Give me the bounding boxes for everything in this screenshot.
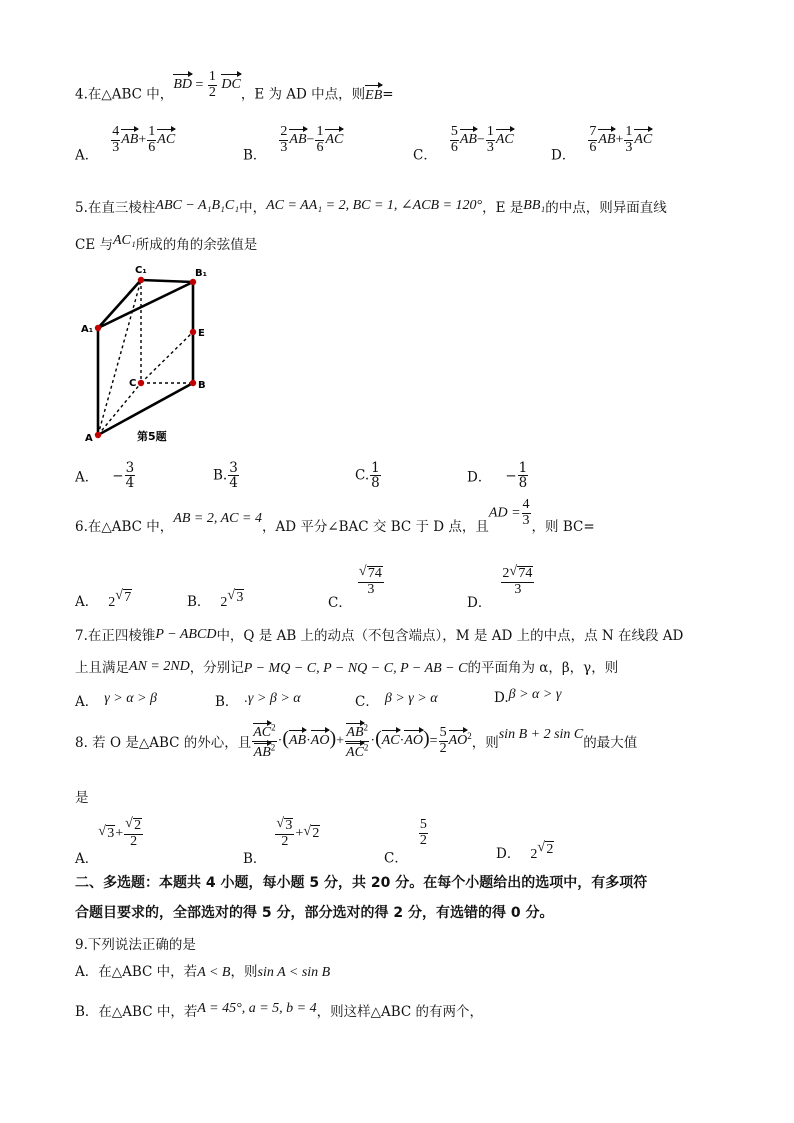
option-label: A． bbox=[75, 694, 99, 710]
math-bb1: BB₁ bbox=[523, 198, 546, 213]
q6-option-c bbox=[328, 566, 385, 611]
q9-option-a bbox=[75, 960, 330, 981]
option-label: A． bbox=[75, 594, 99, 610]
option-label: A． bbox=[75, 469, 99, 486]
label-b: B bbox=[198, 380, 206, 391]
q4-option-d bbox=[551, 124, 653, 164]
frac-num: 7 bbox=[589, 124, 597, 139]
figure-caption: 第5题 bbox=[137, 430, 167, 443]
frac-num: 5 bbox=[439, 725, 447, 740]
frac-num: 2 bbox=[280, 124, 288, 139]
vec-ac: AC bbox=[496, 128, 514, 148]
equals: = bbox=[429, 733, 438, 749]
q8-option-a bbox=[75, 818, 144, 867]
radicand: 3 bbox=[107, 825, 115, 841]
text: 的最大值 bbox=[583, 735, 638, 752]
math-angles: P − MQ − C, P − NQ − C, P − AB − C bbox=[243, 661, 468, 676]
text: 中，Q 是 AB 上的动点（不包含端点），M 是 AD 上的中点，点 N 在线段 AD bbox=[216, 628, 684, 644]
math-cond: A = 45°, a = 5, b = 4 bbox=[197, 1001, 317, 1016]
option-label: B. bbox=[213, 467, 228, 484]
frac-den: 6 bbox=[316, 139, 324, 155]
q5-line2 bbox=[75, 233, 257, 254]
math-result: sin A < sin B bbox=[257, 965, 331, 980]
q4-option-b bbox=[243, 124, 344, 164]
operator: + bbox=[115, 825, 124, 841]
frac-den: 3 bbox=[514, 581, 522, 597]
q6-option-b bbox=[187, 590, 244, 611]
option-expr: β > γ > α bbox=[384, 691, 438, 706]
math-pyramid: P − ABCD bbox=[155, 627, 217, 642]
vertex-c bbox=[138, 380, 144, 386]
operator: − bbox=[476, 132, 485, 148]
frac-den: 6 bbox=[450, 139, 458, 155]
frac-num: 3 bbox=[229, 460, 238, 476]
operator: + bbox=[138, 132, 147, 148]
math-ad: AD = bbox=[488, 505, 521, 521]
coef: 2 bbox=[530, 847, 538, 862]
frac-den: 8 bbox=[518, 475, 528, 492]
q6-option-d bbox=[467, 566, 535, 611]
coef: 2 bbox=[108, 595, 116, 610]
edge-c1b1 bbox=[141, 280, 193, 282]
option-label: D. bbox=[494, 690, 509, 706]
option-label: B． bbox=[243, 851, 267, 868]
math-ac1: AC₁ bbox=[112, 233, 136, 248]
text: ，则 bbox=[230, 964, 258, 980]
q7-option-d bbox=[494, 687, 562, 707]
edge-a1c1 bbox=[98, 280, 141, 328]
edge-ce bbox=[141, 332, 193, 383]
vec-ab: AB bbox=[598, 128, 615, 148]
text: A．在△ABC 中，若 bbox=[75, 964, 198, 980]
text: 7.在正四棱锥 bbox=[75, 628, 156, 644]
vec-ab: AB bbox=[289, 729, 306, 749]
vec-ab: AB bbox=[121, 128, 138, 148]
frac-den: 2 bbox=[419, 832, 427, 848]
text: ，分别记 bbox=[189, 660, 244, 676]
operator: + bbox=[615, 132, 624, 148]
radicand: 74 bbox=[367, 566, 382, 581]
radicand: 3 bbox=[236, 590, 244, 605]
frac-den: 4 bbox=[125, 475, 135, 492]
edge-a1b1 bbox=[98, 282, 193, 328]
math-prism: ABC − A₁B₁C₁ bbox=[155, 198, 240, 213]
q8-stem-tail bbox=[75, 786, 89, 806]
q7-option-a bbox=[75, 690, 157, 711]
option-label: D． bbox=[551, 147, 576, 164]
label-a1: A₁ bbox=[81, 324, 94, 335]
math-expr: sin B + 2 sin C bbox=[498, 727, 584, 743]
radicand: 2 bbox=[546, 842, 554, 857]
square: 2 bbox=[467, 730, 472, 741]
sign: − bbox=[505, 467, 517, 484]
frac-den: 6 bbox=[148, 139, 156, 155]
vec-ab: AB bbox=[254, 742, 271, 761]
q4-prefix: 4.在△ABC 中， bbox=[75, 86, 174, 103]
math-cond: A < B bbox=[197, 965, 231, 980]
vec-ao: AO bbox=[311, 729, 330, 749]
frac-den: 3 bbox=[112, 139, 120, 155]
dot: · bbox=[399, 733, 405, 749]
option-label: B． bbox=[243, 147, 267, 164]
text: 6.在△ABC 中， bbox=[75, 519, 174, 536]
frac-den: 2 bbox=[281, 833, 289, 849]
label-a: A bbox=[85, 433, 93, 444]
text: 的中点，则异面直线 bbox=[545, 200, 667, 216]
q7-option-c bbox=[355, 690, 438, 711]
radicand: 2 bbox=[312, 825, 320, 841]
q6-stem bbox=[75, 497, 595, 540]
option-label: A． bbox=[75, 851, 99, 868]
vec-ab: AB bbox=[346, 722, 363, 741]
text: B．在△ABC 中，若 bbox=[75, 1004, 198, 1020]
vec-ac: AC bbox=[325, 128, 343, 148]
vec-ac: AC bbox=[253, 722, 271, 741]
plus: + bbox=[336, 733, 345, 749]
vertex-a1 bbox=[95, 325, 101, 331]
label-e: E bbox=[198, 328, 205, 339]
vec-ab: AB bbox=[460, 128, 477, 148]
q5-line1 bbox=[75, 196, 667, 217]
option-expr: β > α > γ bbox=[508, 687, 562, 702]
text: 5.在直三棱柱 bbox=[75, 200, 156, 216]
frac-den: 3 bbox=[367, 581, 375, 597]
option-label: A． bbox=[75, 147, 99, 164]
q9-stem: 9.下列说法正确的是 bbox=[75, 937, 196, 953]
frac-num: 1 bbox=[316, 124, 324, 139]
q4-cond-num: 1 bbox=[208, 69, 216, 84]
coef: 2 bbox=[220, 595, 228, 610]
square: 2 bbox=[271, 722, 276, 733]
text: 8. 若 O 是△ABC 的外心，且 bbox=[75, 735, 252, 752]
option-label: D． bbox=[467, 595, 492, 612]
q4-option-a bbox=[75, 124, 176, 164]
frac-num: 3 bbox=[125, 460, 135, 476]
option-label: C. bbox=[355, 467, 370, 484]
square: 2 bbox=[363, 722, 369, 733]
math-given: AC = AA₁ = 2, BC = 1, ∠ACB = 120° bbox=[266, 198, 483, 213]
label-c: C bbox=[129, 378, 137, 389]
text: ，则这样△ABC 的有两个， bbox=[316, 1004, 484, 1020]
frac-num: 1 bbox=[148, 124, 156, 139]
option-label: D． bbox=[496, 846, 521, 862]
q4-cond-den: 2 bbox=[208, 84, 216, 100]
frac-num: 1 bbox=[371, 460, 380, 476]
dot: · bbox=[277, 733, 283, 749]
q7-line2 bbox=[75, 656, 618, 677]
math-given: AB = 2, AC = 4 bbox=[173, 511, 262, 527]
square: 2 bbox=[363, 742, 369, 753]
q4-mid: ，E 为 AD 中点，则 bbox=[240, 86, 366, 103]
vertex-a bbox=[95, 432, 101, 438]
vertex-b1 bbox=[190, 279, 196, 285]
q4-vec-dc: DC bbox=[221, 73, 240, 93]
option-label: C． bbox=[413, 147, 437, 164]
option-expr: .γ > β > α bbox=[244, 691, 301, 706]
vec-ao: AO bbox=[404, 729, 423, 749]
q5-option-d bbox=[467, 461, 529, 490]
text: 所成的角的余弦值是 bbox=[135, 237, 258, 253]
q7-line1 bbox=[75, 624, 683, 645]
frac-num: 1 bbox=[518, 460, 528, 476]
option-label: C． bbox=[355, 694, 379, 710]
vec-ac: AC bbox=[157, 128, 175, 148]
frac-den: 6 bbox=[589, 139, 597, 155]
vertex-b bbox=[190, 380, 196, 386]
vec-ao: AO bbox=[449, 729, 468, 749]
vec-ac: AC bbox=[382, 729, 400, 749]
text: 上且满足 bbox=[75, 660, 129, 676]
frac-den: 3 bbox=[625, 139, 633, 155]
q8-option-c bbox=[384, 818, 429, 867]
option-label: C． bbox=[384, 850, 408, 867]
vertex-e bbox=[190, 329, 196, 335]
label-c1: C₁ bbox=[135, 265, 147, 276]
q4-vec-eb: EB bbox=[365, 84, 382, 104]
frac-num: 5 bbox=[450, 124, 458, 139]
sign: − bbox=[112, 467, 124, 484]
radicand: 74 bbox=[518, 566, 533, 581]
frac-num: 1 bbox=[486, 124, 494, 139]
option-label: C． bbox=[328, 595, 352, 612]
frac-den: 3 bbox=[522, 512, 530, 528]
radicand: 2 bbox=[134, 818, 142, 833]
q4-eq: = bbox=[195, 77, 204, 93]
vertex-c1 bbox=[138, 277, 144, 283]
q8-option-b bbox=[243, 818, 320, 867]
frac-num: 4 bbox=[112, 124, 120, 139]
text: 是 bbox=[75, 790, 89, 806]
radicand: 3 bbox=[285, 818, 293, 833]
q4-tail: = bbox=[382, 86, 394, 103]
frac-num: 1 bbox=[625, 124, 633, 139]
text: 中， bbox=[239, 200, 267, 216]
text: ，则 BC= bbox=[531, 519, 595, 536]
frac-den: 8 bbox=[371, 475, 380, 492]
q7-option-b bbox=[215, 690, 301, 711]
dot: · bbox=[370, 733, 376, 749]
text: ，E 是 bbox=[482, 200, 524, 216]
option-label: B． bbox=[215, 694, 239, 710]
section2-heading-line2: 合题目要求的，全部选对的得 5 分，部分选对的得 2 分，有选错的得 0 分。 bbox=[75, 905, 554, 921]
q8-option-d bbox=[496, 842, 554, 863]
math-an: AN = 2ND bbox=[129, 659, 190, 674]
frac-den: 3 bbox=[486, 139, 494, 155]
text: CE 与 bbox=[75, 237, 113, 253]
coef: 2 bbox=[502, 566, 510, 581]
frac-num: 4 bbox=[522, 497, 530, 512]
operator: + bbox=[295, 825, 304, 841]
option-expr: γ > α > β bbox=[104, 691, 157, 706]
square: 2 bbox=[270, 742, 276, 753]
q4-option-c bbox=[413, 124, 514, 164]
frac-den: 3 bbox=[280, 139, 288, 155]
frac-num: 5 bbox=[419, 817, 427, 832]
operator: − bbox=[306, 132, 315, 148]
frac-den: 2 bbox=[439, 740, 447, 756]
dot: · bbox=[306, 733, 311, 749]
q4-stem bbox=[75, 69, 394, 110]
option-label: B． bbox=[187, 594, 211, 610]
option-label: D． bbox=[467, 469, 492, 486]
edge-ab bbox=[98, 383, 193, 435]
q5-option-c bbox=[355, 461, 382, 490]
text: ，则 bbox=[471, 735, 499, 752]
edge-ac bbox=[98, 383, 141, 435]
label-b1: B₁ bbox=[195, 268, 208, 279]
vec-ac: AC bbox=[346, 742, 364, 761]
radicand: 7 bbox=[124, 590, 132, 605]
section2-heading-line1: 二、多选题：本题共 4 小题，每小题 5 分，共 20 分。在每个小题给出的选项中，有多项符 bbox=[75, 875, 648, 891]
q5-option-a bbox=[75, 461, 136, 490]
text: ，AD 平分∠BAC 交 BC 于 D 点，且 bbox=[261, 519, 489, 536]
q6-option-a bbox=[75, 590, 132, 611]
frac-den: 2 bbox=[130, 833, 138, 849]
vec-ac: AC bbox=[634, 128, 652, 148]
vec-ab: AB bbox=[289, 128, 306, 148]
q5-option-b bbox=[213, 461, 240, 490]
q9-option-b bbox=[75, 1000, 483, 1021]
text: 的平面角为 α，β，γ，则 bbox=[467, 660, 619, 676]
q5-prism-figure bbox=[75, 262, 215, 452]
frac-den: 4 bbox=[229, 475, 238, 492]
q4-vec-bd: BD bbox=[173, 73, 192, 93]
q8-stem: 8. 若 O 是△ABC 的外心，且 $\frac{AC^2}{AB^2}$ ·(AB·AO)+ $\frac{AB^2}{AC^2}$ ·(AC·AO)= $\frac{5}{2}$ $AO^2$，则sin B + 2 sin C的最大值 bbox=[75, 722, 638, 760]
